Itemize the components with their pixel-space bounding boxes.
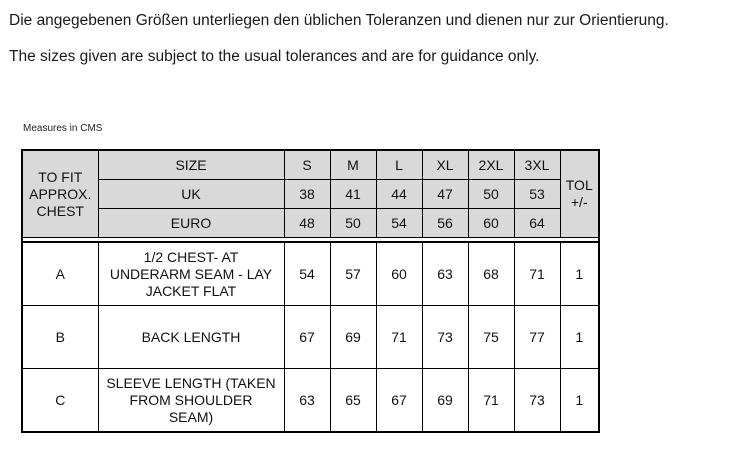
size-cell: 3XL bbox=[514, 150, 560, 180]
measure-cell: 67 bbox=[284, 306, 330, 369]
desc-line: UNDERARM SEAM - LAY bbox=[109, 265, 273, 282]
table-caption: Measures in CMS bbox=[23, 123, 103, 134]
measure-cell: 73 bbox=[422, 306, 468, 369]
header-row-uk bbox=[22, 180, 599, 209]
size-cell: S bbox=[284, 150, 330, 180]
uk-cell: 38 bbox=[284, 180, 330, 209]
measure-cell: 73 bbox=[514, 369, 560, 433]
desc-line: 1/2 CHEST- AT bbox=[143, 248, 239, 265]
row-code: C bbox=[22, 369, 98, 433]
measure-cell: 69 bbox=[422, 369, 468, 433]
table-row bbox=[22, 242, 599, 306]
tol-cell: 1 bbox=[560, 306, 599, 369]
measure-cell: 71 bbox=[376, 306, 422, 369]
size-cell: M bbox=[330, 150, 376, 180]
to-fit-line-1: TO FIT bbox=[38, 168, 83, 185]
desc-line: SEAM) bbox=[168, 408, 214, 425]
desc-line: JACKET FLAT bbox=[145, 282, 237, 299]
tol-cell: 1 bbox=[560, 242, 599, 306]
to-fit-header bbox=[22, 150, 98, 238]
uk-cell: 44 bbox=[376, 180, 422, 209]
euro-cell: 56 bbox=[422, 209, 468, 238]
tol-line-2: +/- bbox=[570, 194, 588, 210]
header-label-size: SIZE bbox=[98, 150, 284, 180]
measure-cell: 63 bbox=[422, 242, 468, 306]
measure-cell: 77 bbox=[514, 306, 560, 369]
measure-cell: 71 bbox=[514, 242, 560, 306]
euro-cell: 64 bbox=[514, 209, 560, 238]
row-description bbox=[98, 369, 284, 433]
measure-cell: 54 bbox=[284, 242, 330, 306]
to-fit-line-3: CHEST bbox=[36, 202, 84, 219]
size-chart bbox=[21, 149, 600, 433]
measure-cell: 75 bbox=[468, 306, 514, 369]
note-english: The sizes given are subject to the usual tolerances and are for guidance only. bbox=[9, 48, 540, 65]
measure-cell: 60 bbox=[376, 242, 422, 306]
euro-cell: 50 bbox=[330, 209, 376, 238]
size-cell: 2XL bbox=[468, 150, 514, 180]
euro-cell: 48 bbox=[284, 209, 330, 238]
tol-header bbox=[560, 150, 599, 238]
tol-line-1: TOL bbox=[565, 177, 593, 193]
uk-cell: 41 bbox=[330, 180, 376, 209]
to-fit-line-2: APPROX. bbox=[29, 185, 92, 202]
measure-cell: 65 bbox=[330, 369, 376, 433]
tol-cell: 1 bbox=[560, 369, 599, 433]
measure-cell: 67 bbox=[376, 369, 422, 433]
table-row bbox=[22, 369, 599, 433]
uk-cell: 50 bbox=[468, 180, 514, 209]
euro-cell: 54 bbox=[376, 209, 422, 238]
note-german: Die angegebenen Größen unterliegen den üblichen Toleranzen und dienen nur zur Orientierung. bbox=[9, 12, 669, 29]
euro-cell: 60 bbox=[468, 209, 514, 238]
uk-cell: 53 bbox=[514, 180, 560, 209]
row-code: B bbox=[22, 306, 98, 369]
measure-cell: 69 bbox=[330, 306, 376, 369]
header-row-size bbox=[22, 150, 599, 180]
size-cell: XL bbox=[422, 150, 468, 180]
header-label-euro: EURO bbox=[98, 209, 284, 238]
header-row-euro bbox=[22, 209, 599, 238]
size-table bbox=[21, 149, 600, 433]
size-cell: L bbox=[376, 150, 422, 180]
desc-line: SLEEVE LENGTH (TAKEN bbox=[106, 374, 276, 391]
measure-cell: 57 bbox=[330, 242, 376, 306]
uk-cell: 47 bbox=[422, 180, 468, 209]
table-row bbox=[22, 306, 599, 369]
header-label-uk: UK bbox=[98, 180, 284, 209]
desc-line: BACK LENGTH bbox=[141, 328, 241, 345]
measure-cell: 71 bbox=[468, 369, 514, 433]
row-description bbox=[98, 306, 284, 369]
measure-cell: 68 bbox=[468, 242, 514, 306]
measure-cell: 63 bbox=[284, 369, 330, 433]
row-code: A bbox=[22, 242, 98, 306]
row-description bbox=[98, 242, 284, 306]
desc-line: FROM SHOULDER bbox=[129, 391, 253, 408]
